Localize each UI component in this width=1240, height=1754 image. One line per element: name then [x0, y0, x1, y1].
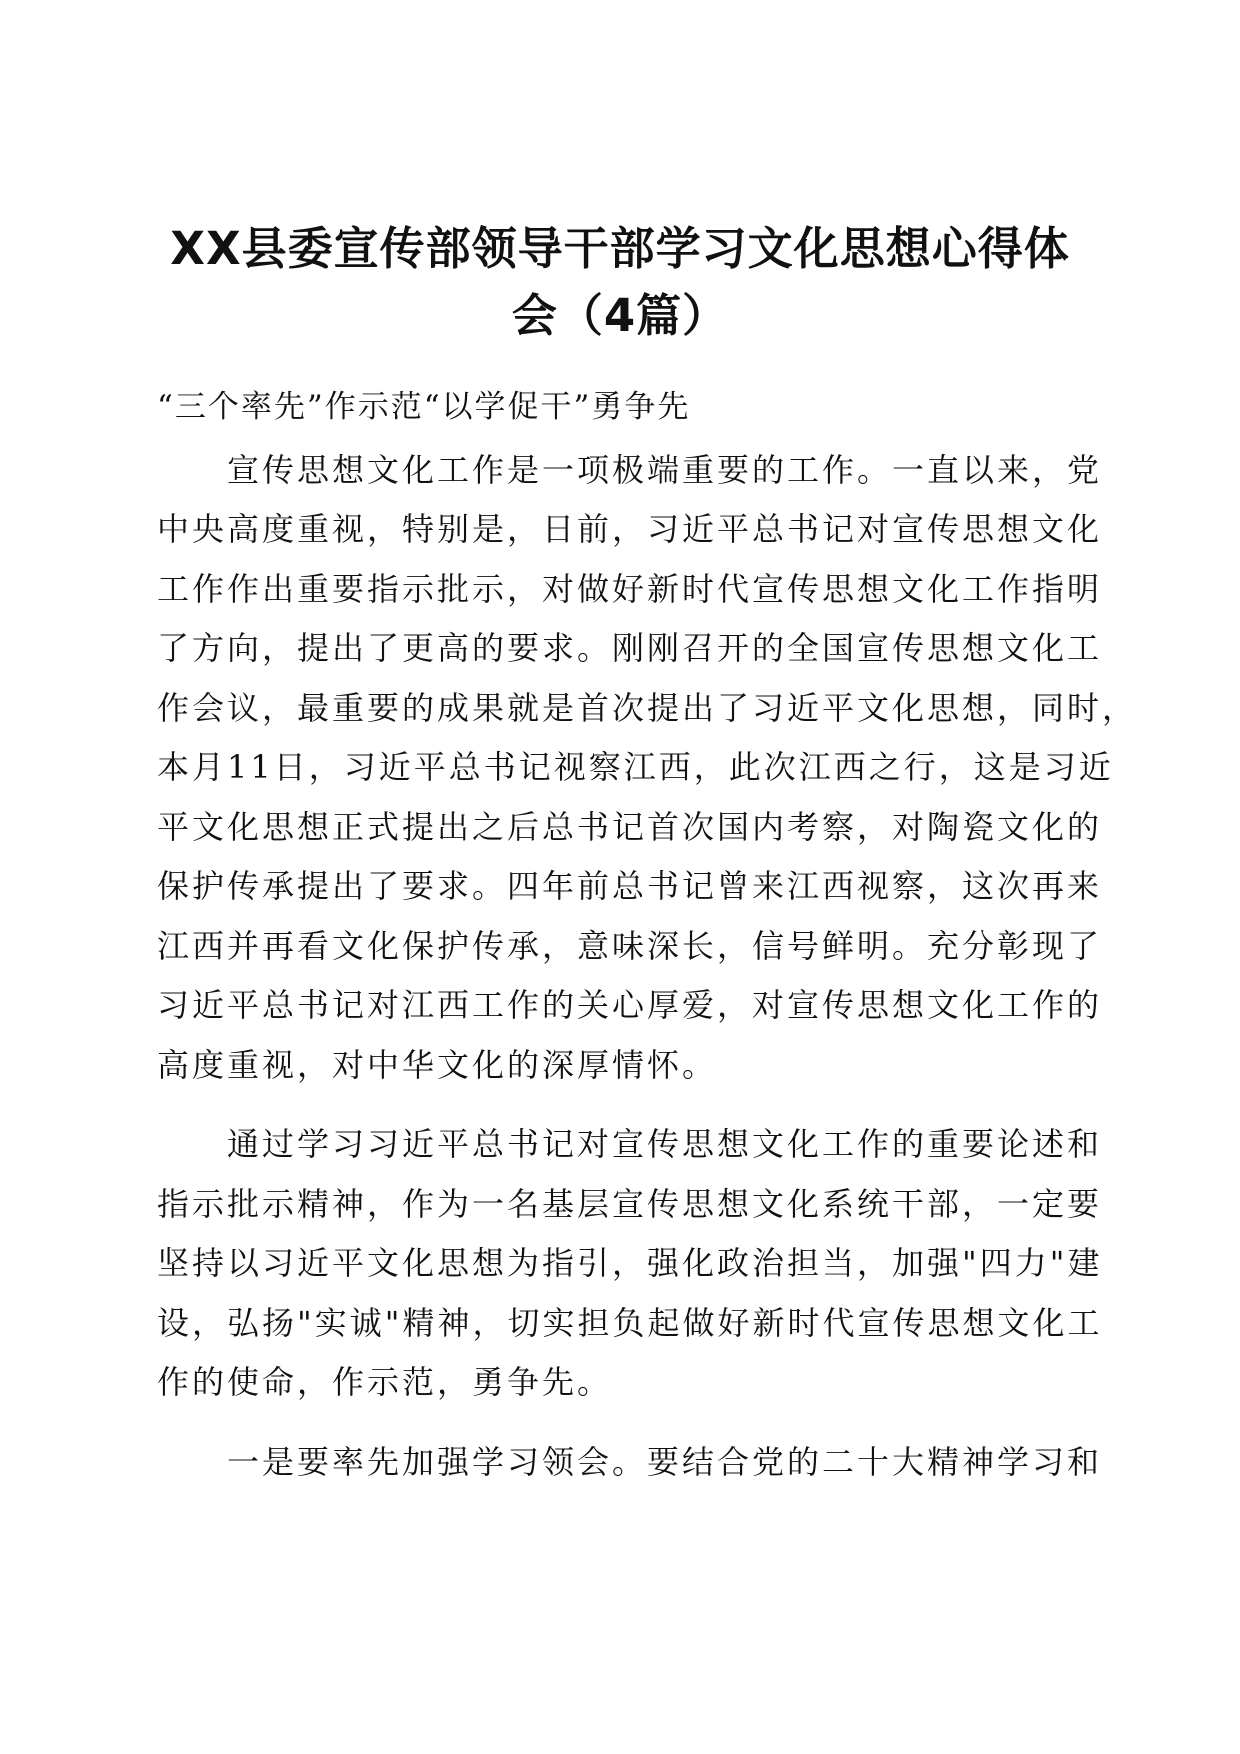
body-line: 作的使命，作示范，勇争先。 — [157, 1363, 613, 1401]
body-line: 中央高度重视，特别是，日前，习近平总书记对宣传思想文化 — [157, 510, 1103, 548]
document-title-line-2: 会（4篇） — [511, 289, 729, 342]
body-line: 了方向，提出了更高的要求。刚刚召开的全国宣传思想文化工 — [157, 629, 1103, 667]
body-line: 设，弘扬"实诚"精神，切实担负起做好新时代宣传思想文化工 — [157, 1304, 1103, 1342]
body-line: 江西并再看文化保护传承，意味深长，信号鲜明。充分彰现了 — [157, 927, 1103, 965]
body-line: 通过学习习近平总书记对宣传思想文化工作的重要论述和 — [157, 1125, 1103, 1163]
body-line: 本月11日，习近平总书记视察江西，此次江西之行，这是习近 — [157, 748, 1114, 786]
body-line: 工作作出重要指示批示，对做好新时代宣传思想文化工作指明 — [157, 570, 1103, 608]
document-title-line-1: XX县委宣传部领导干部学习文化思想心得体 — [170, 222, 1070, 275]
body-line: 平文化思想正式提出之后总书记首次国内考察，对陶瓷文化的 — [157, 808, 1103, 846]
body-line: 保护传承提出了要求。四年前总书记曾来江西视察，这次再来 — [157, 867, 1103, 905]
body-line: 宣传思想文化工作是一项极端重要的工作。一直以来，党 — [157, 451, 1103, 489]
body-line: 指示批示精神，作为一名基层宣传思想文化系统干部，一定要 — [157, 1185, 1103, 1223]
body-line: 高度重视，对中华文化的深厚情怀。 — [157, 1046, 718, 1084]
body-line: 习近平总书记对江西工作的关心厚爱，对宣传思想文化工作的 — [157, 986, 1103, 1024]
document-subtitle: “三个率先”作示范“以学促干”勇争先 — [157, 389, 691, 425]
body-line: 作会议，最重要的成果就是首次提出了习近平文化思想，同时， — [157, 689, 1138, 727]
body-line: 一是要率先加强学习领会。要结合党的二十大精神学习和 — [157, 1443, 1103, 1481]
body-line: 坚持以习近平文化思想为指引，强化政治担当，加强"四力"建 — [157, 1244, 1103, 1282]
